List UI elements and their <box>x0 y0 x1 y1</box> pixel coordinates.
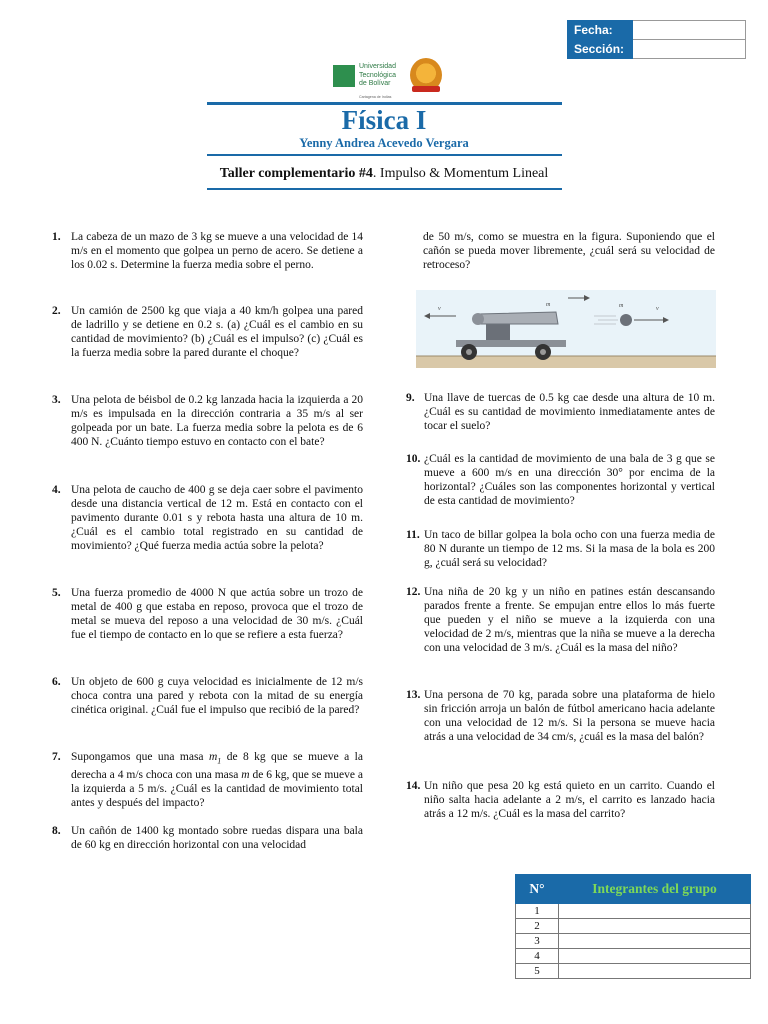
mass-symbol-m1: m <box>208 751 218 763</box>
question-text: ¿Cuál es la cantidad de movimiento de una bala de 3 g que se mueve a 600 m/s en una dirección 30° por encima de la horizontal? ¿Cuáles son las componentes horizontal y vertical de esta cantidad de movimiento? <box>424 453 715 507</box>
question-text: La cabeza de un mazo de 3 kg se mueve a una velocidad de 14 m/s en el momento que golpea un perno de acero. Se detiene a los 0.02 s. Determine la fuerza media sobre el perno. <box>71 231 363 271</box>
question-text: Un objeto de 600 g cuya velocidad es inicialmente de 12 m/s choca contra una pared y rebota con la mitad de su energía cinética original. ¿Cuál fue el impulso que recibió de la pared? <box>71 676 363 716</box>
question-7 <box>52 750 363 810</box>
question-text: Un cañón de 1400 kg montado sobre ruedas dispara una bala de 60 kg en dirección horizontal con una velocidad <box>71 825 363 851</box>
question-6 <box>52 675 363 717</box>
member-name-cell[interactable] <box>559 934 751 949</box>
question-number: 9. <box>406 392 415 404</box>
question-text: Un camión de 2500 kg que viaja a 40 km/h golpea una pared de ladrillo y se detiene en 0.2 s. (a) ¿Cuál es el cambio en su cantidad de movimiento? (b) ¿Cuál es el impulso? (c) ¿Cuál es la fuerza media sobre la pared durante el choque? <box>71 305 363 359</box>
question-number: 8. <box>52 825 61 837</box>
question-10 <box>406 452 715 508</box>
fecha-label: Fecha: <box>568 21 633 40</box>
question-number: 11. <box>406 529 420 541</box>
question-text: Una pelota de caucho de 400 g se deja caer sobre el pavimento desde una distancia vertical de 12 m. Está en contacto con el pavimento durante 0.01 s y rebota hasta una altura de 10 m. ¿Cuál es el cambio total registrado en su cantidad de movimiento? ¿Qué fuerza media actúa sobre la pelota? <box>71 484 363 552</box>
group-members-table <box>515 874 751 979</box>
question-text <box>71 750 363 810</box>
row-number: 4 <box>516 949 559 964</box>
question-number: 3. <box>52 394 61 406</box>
row-number: 2 <box>516 919 559 934</box>
forward-arrowhead-icon <box>584 295 590 301</box>
bottom-rule <box>207 188 562 190</box>
question-number: 6. <box>52 676 61 688</box>
member-name-cell[interactable] <box>559 949 751 964</box>
question-text: Una persona de 70 kg, parada sobre una plataforma de hielo sin fricción arroja un balón de fútbol americano hacia adelante con una velocidad de 12 m/s. Si la persona se mueve hacia atrás a una velocidad de 34 cm/s, ¿cuál es la masa del balón? <box>424 689 715 743</box>
question-5 <box>52 586 363 642</box>
seccion-label: Sección: <box>568 40 633 59</box>
question-text: Una pelota de béisbol de 0.2 kg lanzada hacia la izquierda a 20 m/s es impulsada en la dirección contraria a 35 m/s al ser golpeada por un bate. La fuerza media sobre la pelota es de 6 400 N. ¿Cuánto tiempo estuvo en contacto con el bate? <box>71 394 363 448</box>
seal-banner-icon <box>412 86 440 92</box>
members-column-header: Integrantes del grupo <box>559 875 751 904</box>
member-name-cell[interactable] <box>559 919 751 934</box>
recoil-arrowhead-icon <box>424 313 430 319</box>
question-text: Un niño que pesa 20 kg está quieto en un carrito. Cuando el niño salta hacia adelante a 2 m/s, el carrito es lanzado hacia atrás a 12 m/s. ¿Cuál es la masa del carrito? <box>424 780 715 820</box>
question-8-continuation: de 50 m/s, como se muestra en la figura. Suponiendo que el cañón se pueda mover libremente, ¿cuál será su velocidad de retroceso? <box>423 231 715 271</box>
fecha-field[interactable] <box>633 21 746 40</box>
question-4 <box>52 483 363 553</box>
question-7-text-a: Supongamos que una masa <box>71 751 209 763</box>
mass-subscript: 1 <box>217 756 222 766</box>
university-tagline: Cartagena de Indias <box>359 95 392 99</box>
cannon-barrel <box>478 312 558 324</box>
cannon-carriage <box>486 324 510 340</box>
table-row <box>516 904 751 919</box>
ball-velocity-label: v <box>656 306 659 312</box>
worksheet-subtitle <box>0 166 768 182</box>
ball-mass-label: m <box>619 303 624 309</box>
question-text: Una niña de 20 kg y un niño en patines están descansando parados frente a frente. Se empujan entre ellos lo más fuerte que pueden y el niño se mueve a la izquierda con una velocidad de 2 m/s, mientras que la niña se mueve a la derecha con una velocidad de 3 m/s. ¿Cuál es la masa del niño? <box>424 586 715 654</box>
cannon-mass-label: m <box>546 302 551 308</box>
question-text: Un taco de billar golpea la bola ocho con una fuerza media de 80 N durante un tiempo de 12 ms. Si la masa de la bola es 200 g, ¿cuál será su velocidad? <box>424 529 715 569</box>
university-logo-icon <box>333 65 355 87</box>
question-number: 14. <box>406 780 421 792</box>
question-14 <box>406 779 715 821</box>
row-number: 3 <box>516 934 559 949</box>
table-row <box>516 964 751 979</box>
question-9 <box>406 391 715 433</box>
seccion-field[interactable] <box>633 40 746 59</box>
question-text: Una llave de tuercas de 0.5 kg cae desde una altura de 10 m. ¿Cuál es su cantidad de movimiento inmediatamente antes de tocar el suelo? <box>424 392 715 432</box>
question-2 <box>52 304 363 360</box>
member-name-cell[interactable] <box>559 904 751 919</box>
university-name <box>359 63 396 89</box>
question-8 <box>52 824 363 852</box>
question-7-text-c: de 6 kg, que se mueve a la izquierda a 5 m/s. ¿Cuál es la cantidad de movimiento total antes y después del impacto? <box>71 769 363 810</box>
header-form <box>567 20 746 59</box>
middle-rule <box>207 154 562 156</box>
cannon-breech <box>472 313 484 325</box>
question-number: 12. <box>406 586 421 598</box>
question-number: 7. <box>52 751 61 763</box>
row-number: 1 <box>516 904 559 919</box>
question-13 <box>406 688 715 744</box>
table-row <box>516 919 751 934</box>
question-text: Una fuerza promedio de 4000 N que actúa sobre un trozo de metal de 400 g que estaba en reposo, provoca que el trozo de metal se mueva del reposo a una velocidad de 30 m/s. ¿Cuál fue el tiempo de contacto en lo que se refiere a esta fuerza? <box>71 587 363 641</box>
worksheet-number: Taller complementario #4 <box>219 166 373 181</box>
question-11 <box>406 528 715 570</box>
question-number: 2. <box>52 305 61 317</box>
university-name-line1: Universidad <box>359 63 396 70</box>
recoil-velocity-label: v <box>438 306 441 312</box>
question-12 <box>406 585 715 655</box>
member-name-cell[interactable] <box>559 964 751 979</box>
row-number: 5 <box>516 964 559 979</box>
university-name-line3: de Bolívar <box>359 80 391 87</box>
cannon-diagram <box>416 290 716 368</box>
mass-symbol-m: m <box>241 769 250 782</box>
question-number: 4. <box>52 484 61 496</box>
page-title: Física I <box>341 105 427 135</box>
question-number: 5. <box>52 587 61 599</box>
question-1 <box>52 230 363 272</box>
ball-arrowhead-icon <box>663 317 669 323</box>
question-3 <box>52 393 363 449</box>
question-number: 10. <box>406 453 421 465</box>
question-number: 1. <box>52 231 61 243</box>
ground-strip <box>416 356 716 368</box>
table-row <box>516 949 751 964</box>
question-7-text-b: de 8 kg que se mueve a la derecha a 4 m/s choca con una masa <box>71 751 363 782</box>
cannonball <box>620 314 632 326</box>
table-row <box>516 934 751 949</box>
number-column-header: N° <box>516 875 559 904</box>
author-name: Yenny Andrea Acevedo Vergara <box>299 136 469 150</box>
question-number: 13. <box>406 689 421 701</box>
cannon-figure <box>416 290 716 368</box>
university-name-line2: Tecnológica <box>359 71 396 79</box>
worksheet-topic: . Impulso & Momentum Lineal <box>372 166 549 181</box>
